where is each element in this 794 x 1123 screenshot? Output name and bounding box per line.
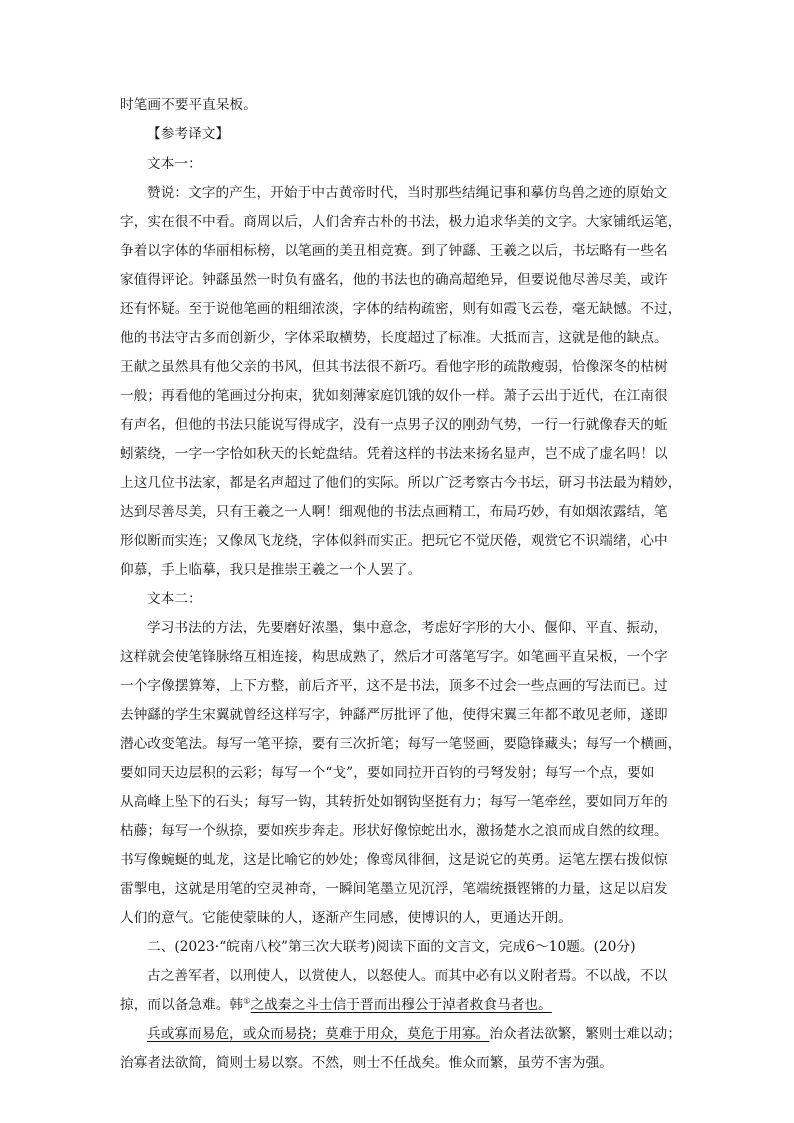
text-line: 枯藤；每写一个纵捺，要如疾步奔走。形状好像惊蛇出水，激扬楚水之浪而成自然的纹理。 <box>120 823 668 839</box>
text-line: 仰慕，手上临摹，我只是推崇王羲之一个人罢了。 <box>120 562 422 578</box>
text-line: 他的书法守古多而创新少，字体采取横势，长度超过了标准。大抵而言，这就是他的缺点。 <box>120 330 668 346</box>
text-line: 一般；再看他的笔画过分拘束，犹如刻薄家庭饥饿的奴仆一样。萧子云出于近代，在江南很 <box>120 388 668 404</box>
subheading: 文本一： <box>147 156 202 172</box>
subheading: 文本二： <box>147 591 202 607</box>
text-line: 上这几位书法家，都是名声超过了他们的实际。所以广泛考察古今书坛，研习书法最为精妙， <box>120 475 682 491</box>
text-line: 王献之虽然具有他父亲的书风，但其书法很不新巧。看他字形的疏散瘦弱，恰像深冬的枯树 <box>120 359 668 375</box>
text-line: 古之善军者，以刑使人，以赏使人，以怒使人。而其中必有以义附者焉。不以战，不以 <box>147 968 668 984</box>
text-line: 达到尽善尽美，只有王羲之一人啊！细观他的书法点画精工，布局巧妙，有如烟浓露结，笔 <box>120 504 668 520</box>
text-line: 治寡者法欲简，简则士易以察。不然，则士不任战矣。惟众而繁，虽劳不害为强。 <box>120 1055 613 1071</box>
text-line <box>120 995 552 1015</box>
section-heading: 【参考译文】 <box>147 126 230 142</box>
underlined-sentence: 兵或寡而易危，或众而易挠；莫难于用众，莫危于用寡。 <box>147 1026 490 1042</box>
text-line: 人们的意气。它能使蒙昧的人，逐渐产生同感，使博识的人，更通达开朗。 <box>120 910 572 926</box>
text-line: 雷掣电，这就是用笔的空灵神奇，一瞬间笔墨立见沉浮，笔端统摄铿锵的力量，这足以启发 <box>120 881 668 897</box>
text-line: 有声名，但他的书法只能说写得成字，没有一点男子汉的刚劲气势，一行一行就像春天的蚯 <box>120 417 668 433</box>
question-heading: 二、(2023·“皖南八校”第三次大联考)阅读下面的文言文，完成6～10题。(20分) <box>147 939 636 955</box>
text-line: 家值得评论。钟繇虽然一时负有盛名，他的书法也的确高超绝异，但要说他尽善尽美，或许 <box>120 272 668 288</box>
text-line: 赞说：文字的产生，开始于中古黄帝时代，当时那些结绳记事和摹仿鸟兽之迹的原始文 <box>147 185 668 201</box>
text-line: 字，实在很不中看。商周以后，人们舍弃古朴的书法，极力追求华美的文字。大家铺纸运笔， <box>120 214 682 230</box>
text-line: 从高峰上坠下的石头；每写一钩，其转折处如钢钩坚挺有力；每写一笔牵丝，要如同万年的 <box>120 794 668 810</box>
text-line: 去钟繇的学生宋翼就曾经这样写字，钟繇严厉批评了他，使得宋翼三年都不敢见老师，遂即 <box>120 707 668 723</box>
footnote-marker: ① <box>243 996 251 1006</box>
text-line: 形似断而实连；又像凤飞龙绕，字体似斜而实正。把玩它不觉厌倦，观赏它不识端绪，心中 <box>120 533 668 549</box>
text-line: 要如同天边层积的云彩；每写一个“戈”，要如同拉开百钧的弓弩发射；每写一个点，要如 <box>120 765 655 781</box>
text-segment: 之战秦之斗士信于晋而出穆公于淖者救食马者也。 <box>250 997 552 1013</box>
text-line: 潜心改变笔法。每写一笔平捺，要有三次折笔；每写一笔竖画，要隐锋藏头；每写一个横画， <box>120 736 682 752</box>
text-line: 书写像蜿蜒的虬龙，这是比喻它的妙处；像鸾凤徘徊，这是说它的英勇。运笔左摆右拨似惊 <box>120 852 668 868</box>
text-segment: 掠，而以备急难。韩 <box>120 997 244 1013</box>
text-line: 还有怀疑。至于说他笔画的粗细浓淡，字体的结构疏密，则有如霞飞云卷，毫无缺憾。不过， <box>120 301 682 317</box>
text-line: 蚓萦绕，一字一字恰如秋天的长蛇盘结。凭着这样的书法来扬名显声，岂不成了虚名吗！以 <box>120 446 668 462</box>
text-line: 一个字像摆算筹，上下方整，前后齐平，这不是书法，顶多不过会一些点画的写法而已。过 <box>120 678 668 694</box>
text-segment: 治众者法欲繁，繁则士难以动； <box>489 1026 682 1042</box>
text-line: 学习书法的方法，先要磨好浓墨，集中意念，考虑好字形的大小、偃仰、平直、振动， <box>147 620 668 636</box>
text-line: 时笔画不要平直呆板。 <box>120 97 257 113</box>
text-line <box>147 1024 681 1044</box>
text-line: 这样就会使笔锋脉络互相连接，构思成熟了，然后才可落笔写字。如笔画平直呆板，一个字 <box>120 649 668 665</box>
text-line: 争着以字体的华丽相标榜，以笔画的美丑相竞赛。到了钟繇、王羲之以后，书坛略有一些名 <box>120 243 668 259</box>
